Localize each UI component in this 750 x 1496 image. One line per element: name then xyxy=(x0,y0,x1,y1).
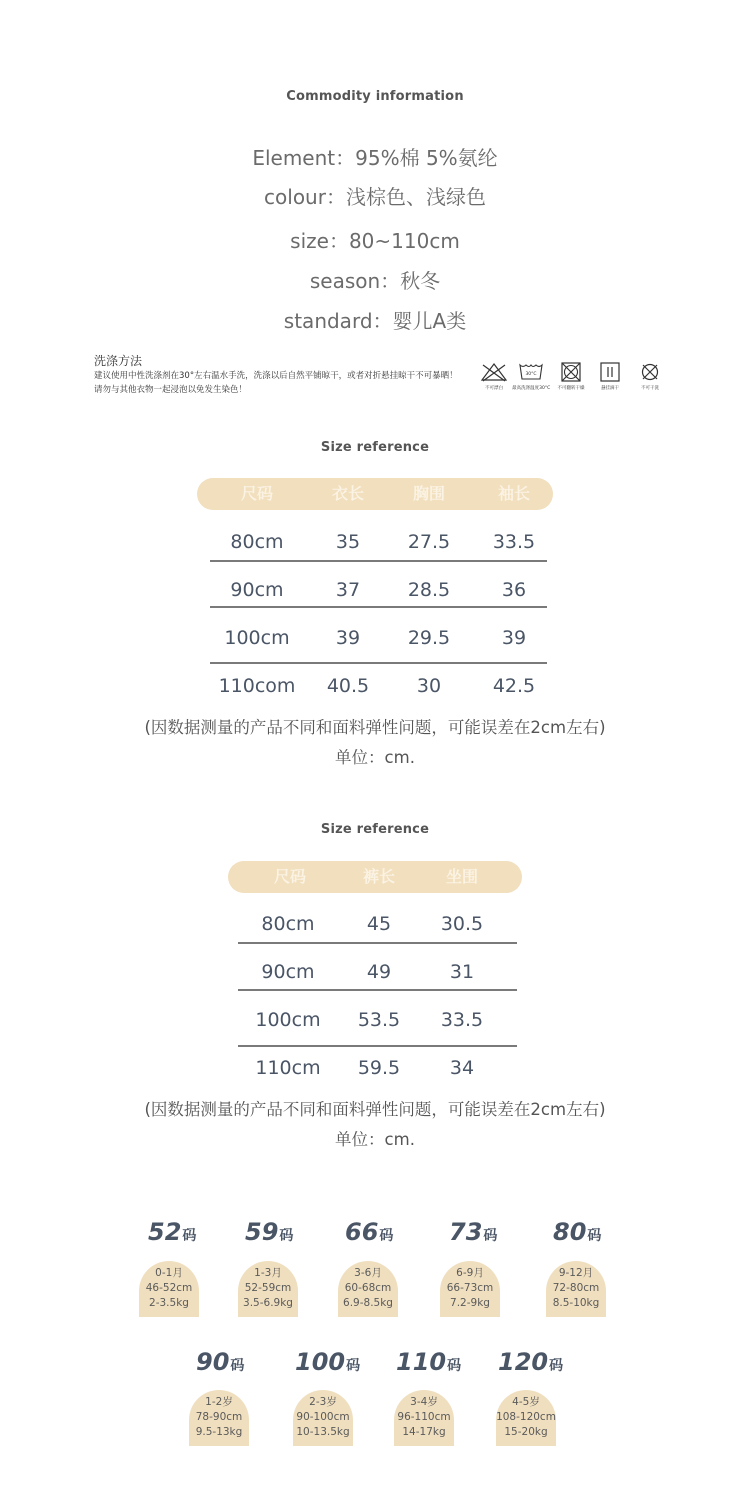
pants-table-header xyxy=(228,861,522,893)
weight: 7.2-9kg xyxy=(450,1297,490,1309)
weight: 14-17kg xyxy=(402,1426,446,1438)
cell: 29.5 xyxy=(407,627,451,649)
height: 46-52cm xyxy=(145,1282,193,1294)
cell: 110com xyxy=(218,675,296,697)
pants-size-title: Size reference xyxy=(320,822,430,837)
size-badge-110 xyxy=(394,1390,454,1446)
age: 3-6月 xyxy=(354,1267,382,1279)
care-text-2: 请勿与其他衣物一起浸泡以免发生染色！ xyxy=(94,385,248,395)
top-table-note: (因数据测量的产品不同和面料弹性问题，可能误差在2cm左右) xyxy=(144,718,606,737)
header-size: 尺码 xyxy=(240,484,273,503)
no-dry-clean-label: 不可干洗 xyxy=(640,385,659,391)
cell: 34 xyxy=(449,1057,475,1079)
age: 9-12月 xyxy=(558,1267,594,1279)
cell: 90cm xyxy=(261,961,315,983)
header-hip: 坐围 xyxy=(445,867,478,886)
drip-dry xyxy=(594,362,626,391)
divider xyxy=(238,989,517,991)
age: 1-3月 xyxy=(254,1267,282,1279)
weight: 15-20kg xyxy=(504,1426,548,1438)
height: 52-59cm xyxy=(244,1282,292,1294)
care-title: 洗涤方法 xyxy=(94,354,143,368)
cell: 30.5 xyxy=(440,913,484,935)
weight: 2-3.5kg xyxy=(149,1297,189,1309)
care-icons xyxy=(478,362,668,396)
header-sleeve: 袖长 xyxy=(497,484,530,503)
size-label-90: 90码 xyxy=(196,1348,245,1376)
cell: 90cm xyxy=(230,579,284,601)
header-pants-length: 裤长 xyxy=(362,867,395,886)
colour-line: colour：浅棕色、浅绿色 xyxy=(264,185,486,209)
pants-table-unit: 单位：cm. xyxy=(335,1130,415,1149)
header-size: 尺码 xyxy=(273,867,306,886)
size-label-66: 66码 xyxy=(345,1218,394,1246)
size-label-52: 52码 xyxy=(148,1218,197,1246)
size-badge-80 xyxy=(546,1261,606,1317)
cell: 27.5 xyxy=(407,531,451,553)
divider xyxy=(238,942,517,944)
age: 1-2岁 xyxy=(205,1396,233,1408)
height: 72-80cm xyxy=(552,1282,600,1294)
care-text-1: 建议使用中性洗涤剂在30°左右温水手洗，洗涤以后自然平铺晾干，或者对折悬挂晾干不可暴晒！ xyxy=(94,371,458,381)
no-dry-clean xyxy=(634,362,666,391)
cell: 30 xyxy=(416,675,442,697)
age: 2-3岁 xyxy=(309,1396,337,1408)
height: 60-68cm xyxy=(344,1282,392,1294)
size-badge-120 xyxy=(496,1390,556,1446)
no-tumble-dry-icon xyxy=(560,362,582,382)
size-badge-66 xyxy=(338,1261,398,1317)
cell: 36 xyxy=(501,579,527,601)
top-size-title: Size reference xyxy=(320,440,430,455)
size-badge-52 xyxy=(139,1261,199,1317)
season-line: season：秋冬 xyxy=(309,269,441,293)
cell: 39 xyxy=(335,627,361,649)
cell: 49 xyxy=(366,961,392,983)
height: 90-100cm xyxy=(296,1411,350,1423)
cell: 80cm xyxy=(261,913,315,935)
drip-dry-icon xyxy=(599,362,621,382)
weight: 3.5-6.9kg xyxy=(243,1297,293,1309)
cell: 59.5 xyxy=(357,1057,401,1079)
commodity-title: Commodity information xyxy=(286,89,464,104)
cell: 110cm xyxy=(255,1057,321,1079)
cell: 42.5 xyxy=(492,675,536,697)
age: 4-5岁 xyxy=(512,1396,540,1408)
size-line: size：80~110cm xyxy=(290,229,460,253)
cell: 53.5 xyxy=(357,1009,401,1031)
size-label-59: 59码 xyxy=(245,1218,294,1246)
cell: 100cm xyxy=(224,627,290,649)
pants-table-note: (因数据测量的产品不同和面料弹性问题，可能误差在2cm左右) xyxy=(144,1100,606,1119)
cell: 33.5 xyxy=(440,1009,484,1031)
top-table-unit: 单位：cm. xyxy=(335,748,415,767)
divider xyxy=(210,662,547,664)
height: 66-73cm xyxy=(446,1282,494,1294)
cell: 31 xyxy=(449,961,475,983)
weight: 6.9-8.5kg xyxy=(343,1297,393,1309)
no-bleach-label: 不可漂白 xyxy=(484,385,503,391)
size-badge-73 xyxy=(440,1261,500,1317)
size-badge-59 xyxy=(238,1261,298,1317)
age: 3-4岁 xyxy=(410,1396,438,1408)
size-label-73: 73码 xyxy=(449,1218,498,1246)
no-dry-clean-icon xyxy=(639,362,661,382)
weight: 10-13.5kg xyxy=(296,1426,350,1438)
wash-30-icon xyxy=(518,362,544,382)
cell: 80cm xyxy=(230,531,284,553)
cell: 40.5 xyxy=(326,675,370,697)
size-label-120: 120码 xyxy=(498,1348,564,1376)
divider xyxy=(210,560,547,562)
drip-dry-label: 悬挂滴干 xyxy=(600,385,619,391)
divider xyxy=(238,1045,517,1047)
divider xyxy=(210,606,547,608)
cell: 45 xyxy=(366,913,392,935)
element-line: Element：95%棉 5%氨纶 xyxy=(252,146,498,170)
cell: 35 xyxy=(335,531,361,553)
age: 6-9月 xyxy=(456,1267,484,1279)
svg-text:30°C: 30°C xyxy=(525,372,537,377)
no-bleach-icon xyxy=(480,362,508,382)
age: 0-1月 xyxy=(155,1267,183,1279)
standard-line: standard：婴儿A类 xyxy=(283,309,467,333)
height: 96-110cm xyxy=(397,1411,451,1423)
cell: 39 xyxy=(501,627,527,649)
cell: 100cm xyxy=(255,1009,321,1031)
top-table-header xyxy=(197,478,553,510)
cell: 28.5 xyxy=(407,579,451,601)
cell: 33.5 xyxy=(492,531,536,553)
weight: 9.5-13kg xyxy=(195,1426,243,1438)
size-label-110: 110码 xyxy=(396,1348,462,1376)
weight: 8.5-10kg xyxy=(552,1297,600,1309)
header-chest: 胸围 xyxy=(412,484,445,503)
wash-30 xyxy=(510,362,552,391)
no-tumble-dry-label: 不可翻转干燥 xyxy=(557,385,585,391)
wash-30-label: 最高洗涤温度30°C xyxy=(512,385,551,391)
size-label-100: 100码 xyxy=(295,1348,361,1376)
no-tumble-dry xyxy=(554,362,588,391)
height: 78-90cm xyxy=(195,1411,243,1423)
cell: 37 xyxy=(335,579,361,601)
size-badge-100 xyxy=(293,1390,353,1446)
header-length: 衣长 xyxy=(331,484,364,503)
no-bleach xyxy=(478,362,510,391)
size-badge-90 xyxy=(189,1390,249,1446)
height: 108-120cm xyxy=(496,1411,556,1423)
size-label-80: 80码 xyxy=(553,1218,602,1246)
